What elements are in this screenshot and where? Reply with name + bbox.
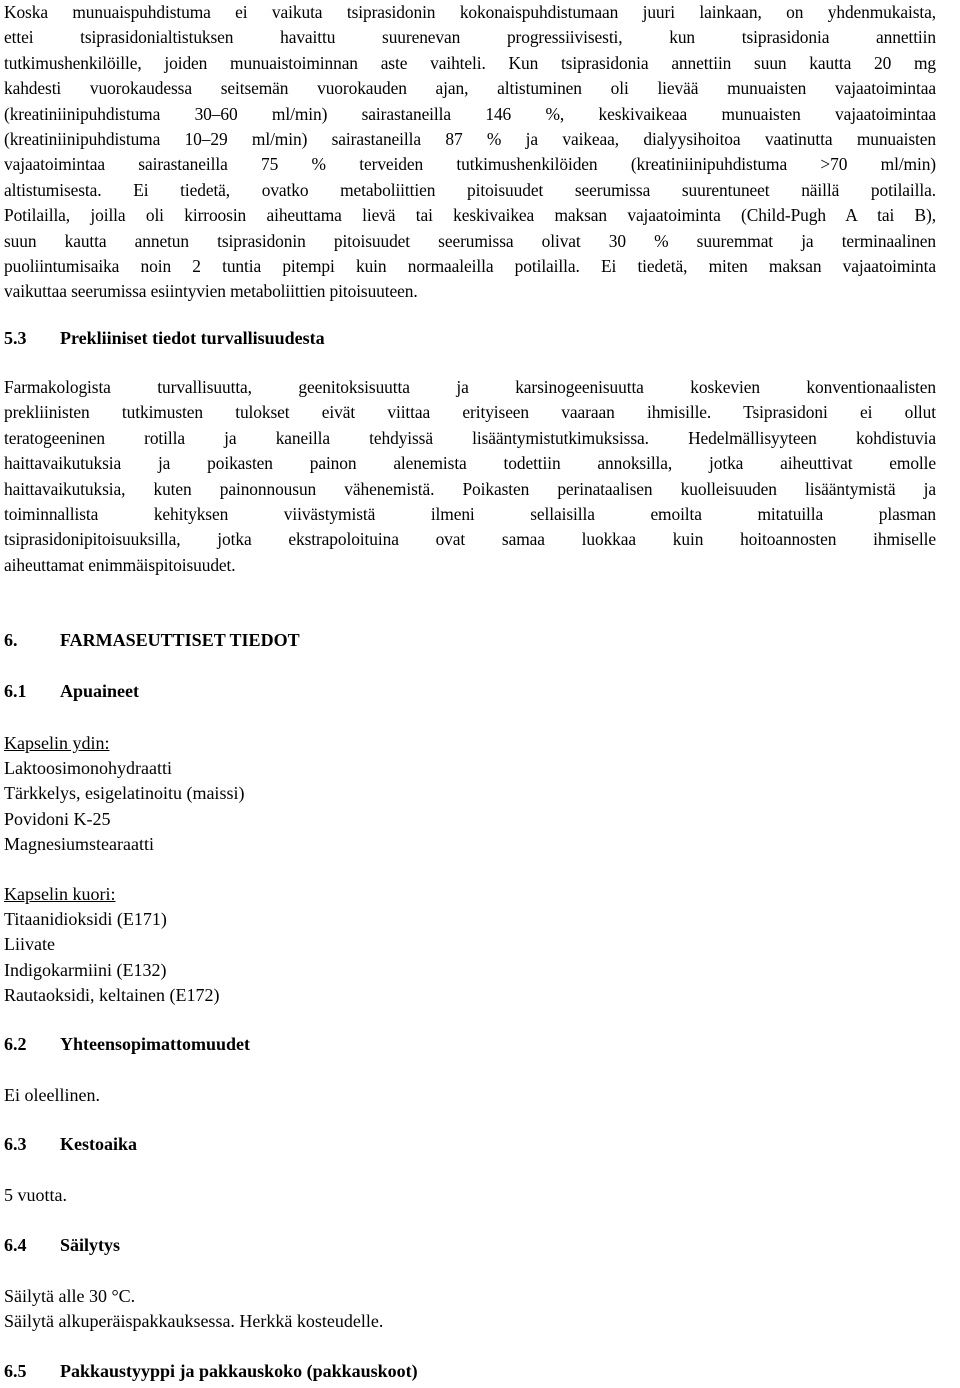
section-6-2-heading (4, 1034, 250, 1055)
paragraph-line: (kreatiniinipuhdistuma 10–29 ml/min) sairastaneilla 87 % ja vaikeaa, dialyysihoitoa vaatinutta munuaisten (4, 129, 936, 150)
section-6-4-heading (4, 1235, 120, 1256)
section-text: Säilytä alkuperäispakkauksessa. Herkkä kosteudelle. (4, 1311, 384, 1332)
section-title: Yhteensopimattomuudet (60, 1034, 251, 1054)
paragraph-line: tutkimushenkilöille, joiden munuaistoiminnan aste vaihteli. Kun tsiprasidonia annettiin suun kautta 20 mg (4, 52, 936, 73)
list-item: Indigokarmiini (E132) (4, 959, 167, 980)
paragraph-line: vajaatoimintaa sairastaneilla 75 % terveiden tutkimushenkilöiden (kreatiniinipuhdistuma >70 ml/min) (4, 154, 936, 175)
paragraph-line: ettei tsiprasidonialtistuksen havaittu suurenevan progressiivisesti, kun tsiprasidonia annettiin (4, 27, 936, 48)
paragraph-line: toiminnallista kehityksen viivästymistä ilmeni sellaisilla emoilta mitatuilla plasman (4, 504, 936, 525)
paragraph-line: tsiprasidonipitoisuuksilla, jotka ekstrapoloituina ovat samaa luokkaa kuin hoitoannosten ihmiselle (4, 529, 936, 550)
paragraph-line: kahdesti vuorokaudessa seitsemän vuorokauden ajan, altistuminen oli lievää munuaisten vajaatoimintaa (4, 78, 936, 99)
paragraph-line: puoliintumisaika noin 2 tuntia pitempi kuin normaaleilla potilailla. Ei tiedetä, miten maksan vajaatoiminta (4, 256, 936, 277)
capsule-shell-heading: Kapselin kuori: (4, 884, 116, 904)
section-number: 6.4 (4, 1235, 27, 1255)
section-number: 6.3 (4, 1134, 27, 1154)
paragraph-line: prekliinisten tutkimusten tulokset eivät viittaa erityiseen vaaraan ihmisille. Tsiprasidoni ei ollut (4, 402, 936, 423)
section-number: 5.3 (4, 328, 27, 348)
section-number: 6.2 (4, 1034, 27, 1054)
section-title: Apuaineet (60, 681, 140, 701)
list-item: Povidoni K-25 (4, 808, 111, 829)
intro-paragraph (4, 0, 936, 305)
capsule-core-list (4, 731, 936, 857)
paragraph-line: Farmakologista turvallisuutta, geenitoksisuutta ja karsinogeenisuutta koskevien konventionaalisten (4, 377, 936, 397)
list-item: Liivate (4, 934, 55, 955)
section-5-3-paragraph (4, 375, 936, 578)
section-title: Prekliiniset tiedot turvallisuudesta (60, 328, 325, 348)
section-6-1-heading (4, 681, 139, 702)
list-item: Tärkkelys, esigelatinoitu (maissi) (4, 783, 245, 804)
section-6-4-body (4, 1284, 936, 1334)
section-6-heading (4, 630, 300, 651)
list-item: Rautaoksidi, keltainen (E172) (4, 984, 220, 1005)
paragraph-line: suun kautta annetun tsiprasidonin pitoisuudet seerumissa olivat 30 % suuremmat ja terminaalinen (4, 230, 936, 251)
section-title: Säilytys (60, 1235, 121, 1255)
section-title: Kestoaika (60, 1134, 138, 1154)
section-5-3-heading (4, 328, 325, 349)
section-title: Pakkaustyyppi ja pakkauskoko (pakkauskoot) (60, 1361, 418, 1381)
section-title: FARMASEUTTISET TIEDOT (60, 630, 300, 650)
section-6-3-body (4, 1183, 936, 1208)
list-item: Titaanidioksidi (E171) (4, 909, 167, 930)
section-text: Ei oleellinen. (4, 1085, 100, 1105)
section-6-2-body (4, 1083, 936, 1108)
section-number: 6. (4, 630, 18, 650)
section-6-5-heading (4, 1361, 418, 1382)
section-number: 6.1 (4, 681, 27, 701)
capsule-shell-list (4, 882, 936, 1008)
paragraph-line: Koska munuaispuhdistuma ei vaikuta tsiprasidonin kokonaispuhdistumaan juuri lainkaan, on yhdenmukaista, (4, 2, 936, 22)
paragraph-line: haittavaikutuksia ja poikasten painon alenemista todettiin annoksilla, jotka aiheuttivat emolle (4, 453, 936, 474)
paragraph-line: Potilailla, joilla oli kirroosin aiheuttama lievä tai keskivaikea maksan vajaatoiminta (Child-Pugh A tai B), (4, 205, 936, 226)
section-text: 5 vuotta. (4, 1185, 67, 1205)
paragraph-line: vaikuttaa seerumissa esiintyvien metaboliittien pitoisuuteen. (4, 281, 418, 302)
paragraph-line: altistumisesta. Ei tiedetä, ovatko metaboliittien pitoisuudet seerumissa suurentuneet näillä potilailla. (4, 179, 936, 200)
list-item: Magnesiumstearaatti (4, 833, 154, 854)
capsule-core-heading: Kapselin ydin: (4, 733, 110, 753)
section-text: Säilytä alle 30 °C. (4, 1286, 136, 1306)
section-number: 6.5 (4, 1361, 27, 1381)
paragraph-line: haittavaikutuksia, kuten painonnousun vähenemistä. Poikasten perinataalisen kuolleisuuden lisääntymistä ja (4, 478, 936, 499)
paragraph-line: (kreatiniinipuhdistuma 30–60 ml/min) sairastaneilla 146 %, keskivaikeaa munuaisten vajaatoimintaa (4, 103, 936, 124)
section-6-3-heading (4, 1134, 137, 1155)
paragraph-line: aiheuttamat enimmäispitoisuudet. (4, 554, 236, 575)
list-item: Laktoosimonohydraatti (4, 758, 172, 779)
paragraph-line: teratogeeninen rotilla ja kaneilla tehdyissä lisääntymistutkimuksissa. Hedelmällisyyteen kohdistuvia (4, 427, 936, 448)
